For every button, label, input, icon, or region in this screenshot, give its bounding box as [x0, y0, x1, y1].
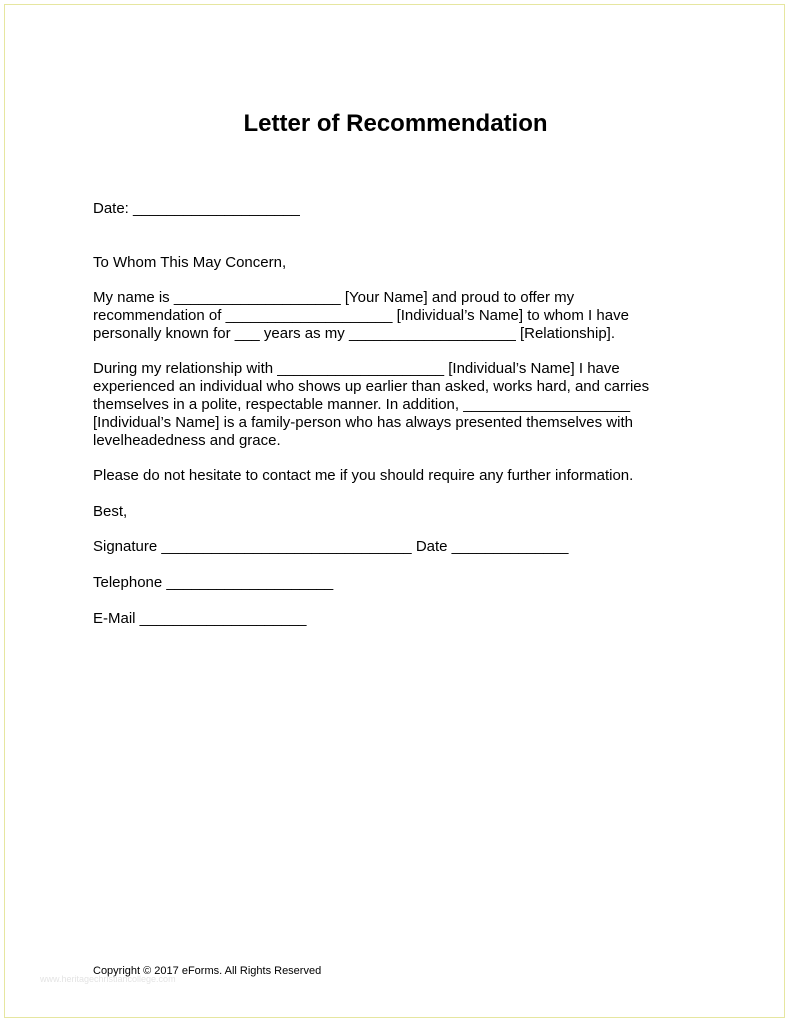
- paragraph-line: personally known for ___ years as my ____________________ [Relationship].: [93, 325, 616, 342]
- paragraph-line: During my relationship with ____________________ [Individual’s Name] I have: [93, 360, 620, 377]
- paragraph-line: recommendation of ____________________ [Individual’s Name] to whom I have: [93, 307, 629, 324]
- paragraph-contact: Please do not hesitate to contact me if you should require any further information.: [93, 467, 634, 484]
- letter-title: Letter of Recommendation: [243, 110, 548, 137]
- paragraph-line: My name is ____________________ [Your Name] and proud to offer my: [93, 289, 575, 306]
- copyright-footer: Copyright © 2017 eForms. All Rights Reserved: [93, 965, 322, 977]
- date-field-line: Date: ____________________: [93, 200, 300, 217]
- signature-date-line: Signature ______________________________ Date ______________: [93, 538, 569, 555]
- paragraph-line: experienced an individual who shows up earlier than asked, works hard, and carries: [93, 378, 650, 395]
- email-line: E-Mail ____________________: [93, 610, 307, 627]
- paragraph-line: [Individual’s Name] is a family-person who has always presented themselves with: [93, 414, 633, 431]
- telephone-line: Telephone ____________________: [93, 574, 334, 591]
- watermark: www.heritagechristiancollege.com: [40, 974, 176, 984]
- salutation: To Whom This May Concern,: [93, 254, 287, 271]
- closing: Best,: [93, 503, 128, 520]
- paragraph-line: themselves in a polite, respectable manner. In addition, ____________________: [93, 396, 631, 413]
- paragraph-line: levelheadedness and grace.: [93, 432, 281, 449]
